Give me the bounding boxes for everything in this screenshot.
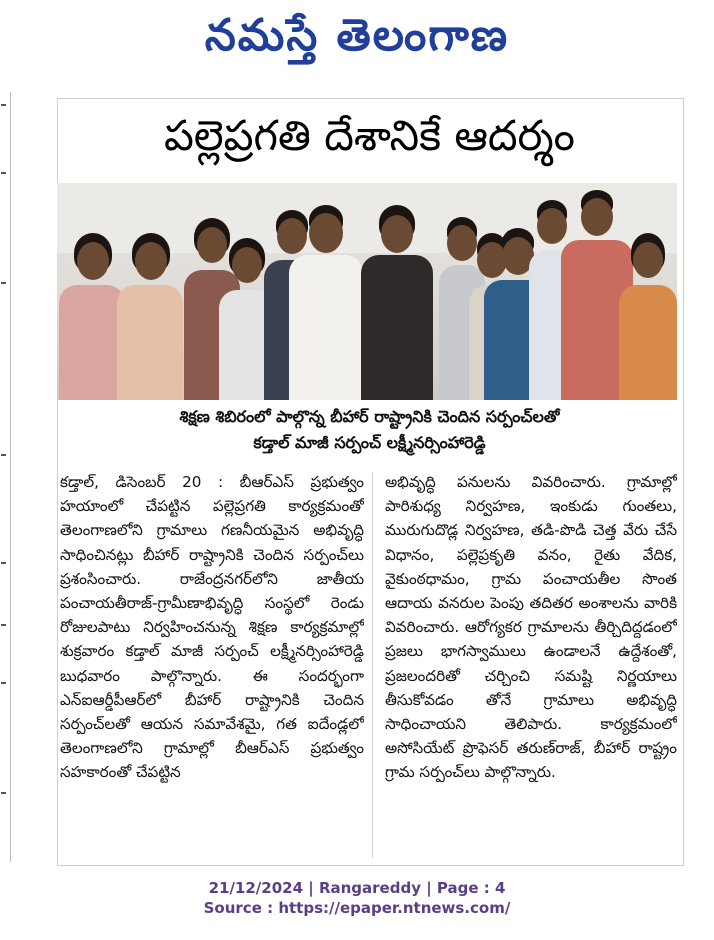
article-photo — [57, 183, 677, 400]
page-edge-rule — [10, 92, 11, 862]
footer-source: Source : https://epaper.ntnews.com/ — [203, 899, 511, 917]
page-edge-marks — [0, 92, 8, 862]
footer-date-page: 21/12/2024 | Rangareddy | Page : 4 — [208, 879, 506, 897]
caption-line: శిక్షణ శిబిరంలో పాల్గొన్న బీహార్ రాష్ట్రానికి చెందిన సర్పంచ్‌లతో — [179, 407, 560, 426]
article-headline: పల్లెప్రగతి దేశానికే ఆదర్శం — [164, 111, 575, 160]
article-body-right: అభివృద్ధి పనులను వివరించారు. గ్రామాల్లో పారిశుధ్య నిర్వహణ, ఇంకుడు గుంతలు, మురుగుదొడ్ల నిర్వహణ, తడి-పొడి చెత్త వేరు చేసే విధానం, పల్లెప్రకృతి వనం, రైతు వేదిక, వైకుంఠధామం, గ్రామ పంచాయతీల సొంత ఆదాయ వనరుల పెంపు తదితర అంశాలను వారికి వివరించారు. ఆరోగ్యకర గ్రామాలను తీర్చిదిద్దడంలో ప్రజలు భాగస్వాములు ఉండాలనే ఉద్దేశంతో, ప్రజలందరితో చర్చించి సమష్టి నిర్ణయాలు తీసుకోవడం తోనే గ్రామాలు అభివృద్ధి సాధించాయని తెలిపారు. కార్యక్రమంలో అసోసియేట్ ప్రొఫెసర్ తరుణ్‌రాజ్, బీహార్ రాష్ట్రం గ్రామ సర్పంచ్‌లు పాల్గొన్నారు. — [385, 473, 677, 782]
article-body-left: కడ్తాల్, డిసెంబర్ 20 : బీఆర్ఎస్ ప్రభుత్వం హయాంలో చేపట్టిన పల్లెప్రగతి కార్యక్రమంతో తెలంగాణలోని గ్రామాలు గణనీయమైన అభివృద్ధి సాధించినట్లు బీహార్ రాష్ట్రానికి చెందిన సర్పంచ్‌లు ప్రశంసించారు. రాజేంద్రనగర్‌లోని జాతీయ పంచాయతీరాజ్-గ్రామీణాభివృద్ధి సంస్థలో రెండు రోజులపాటు నిర్వహించనున్న శిక్షణ కార్యక్రమాల్లో శుక్రవారం కడ్తాల్ మాజీ సర్పంచ్ లక్ష్మీనర్సింహారెడ్డి బుధవారం పాల్గొన్నారు. ఈ సందర్భంగా ఎన్ఐఆర్డీపీఆర్‌లో బీహార్ రాష్ట్రానికి చెందిన సర్పంచ్‌లతో ఆయన సమావేశమై, గత ఐదేండ్లలో తెలంగాణలోని గ్రామాల్లో బీఆర్ఎస్ ప్రభుత్వం సహకారంతో చేపట్టిన — [60, 473, 364, 782]
column-divider — [372, 472, 373, 858]
newspaper-masthead: నమస్తే తెలంగాణ — [204, 10, 510, 61]
caption-line: కడ్తాల్ మాజీ సర్పంచ్ లక్ష్మీనర్సింహారెడ్డి — [253, 433, 486, 452]
page-footer — [0, 878, 714, 918]
article-column-left — [60, 470, 364, 860]
article-column-right — [385, 470, 677, 860]
photo-caption — [57, 404, 682, 462]
